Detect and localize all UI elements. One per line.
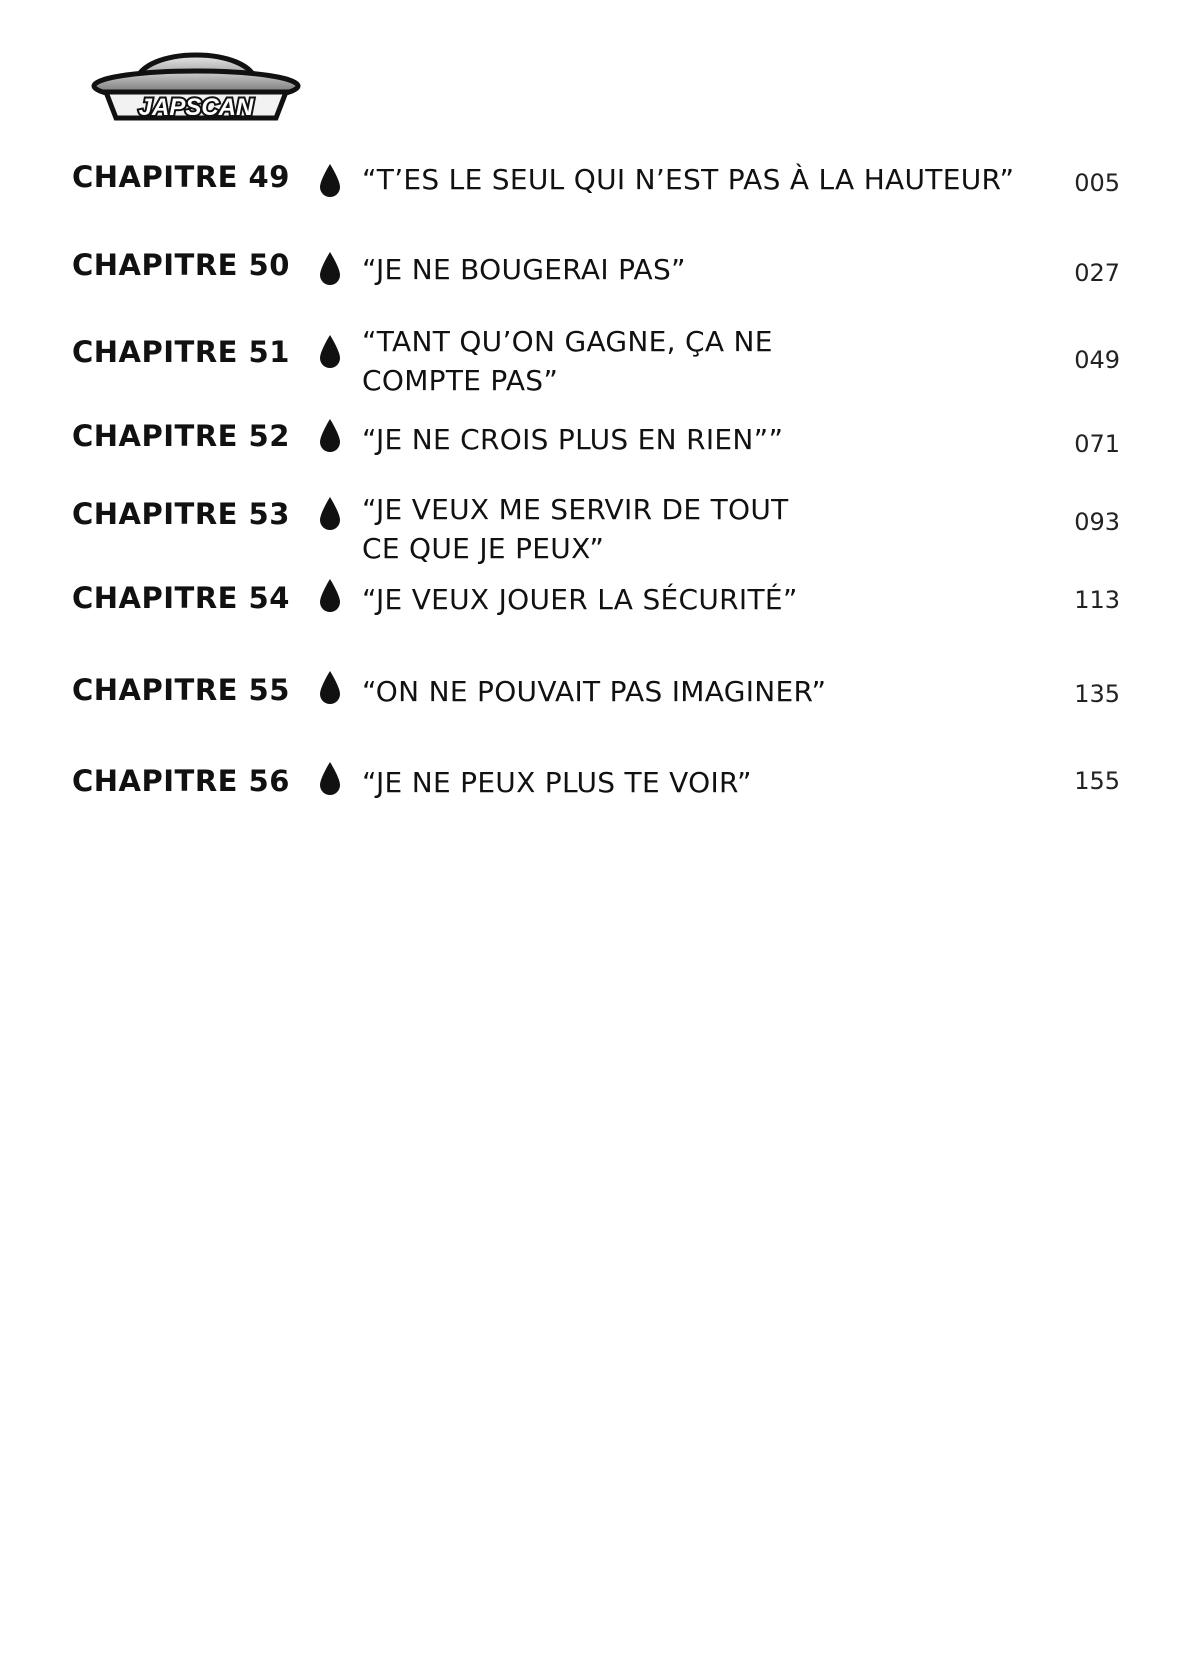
chapter-label: CHAPITRE 55 [72, 673, 290, 707]
drop-icon [318, 670, 342, 706]
chapter-title: “T’ES LE SEUL QUI N’EST PAS À LA HAUTEUR” [362, 163, 1015, 196]
drop-icon [318, 418, 342, 454]
page-number: 155 [1074, 767, 1120, 795]
chapter-title: “ON NE POUVAIT PAS IMAGINER” [362, 675, 827, 708]
logo-text: JAPSCAN [138, 94, 254, 121]
drop-icon [318, 578, 342, 614]
page-number: 071 [1074, 430, 1120, 458]
page-number: 093 [1074, 508, 1120, 536]
chapter-title: “TANT QU’ON GAGNE, ÇA NE COMPTE PAS” [362, 325, 773, 397]
drop-icon [318, 163, 342, 199]
drop-icon [318, 496, 342, 532]
chapter-label: CHAPITRE 56 [72, 764, 290, 798]
page-number: 049 [1074, 346, 1120, 374]
page-number: 113 [1074, 586, 1120, 614]
drop-icon [318, 761, 342, 797]
chapter-title: “JE NE CROIS PLUS EN RIEN”” [362, 423, 784, 456]
chapter-title: “JE VEUX JOUER LA SÉCURITÉ” [362, 583, 798, 616]
chapter-label: CHAPITRE 50 [72, 248, 290, 282]
chapter-title: “JE NE PEUX PLUS TE VOIR” [362, 766, 752, 799]
page-number: 027 [1074, 259, 1120, 287]
page-number: 135 [1074, 680, 1120, 708]
drop-icon [318, 251, 342, 287]
page-number: 005 [1074, 169, 1120, 197]
chapter-label: CHAPITRE 54 [72, 581, 290, 615]
chapter-label: CHAPITRE 53 [72, 497, 290, 531]
chapter-label: CHAPITRE 51 [72, 335, 290, 369]
chapter-label: CHAPITRE 49 [72, 160, 290, 194]
drop-icon [318, 334, 342, 370]
chapter-label: CHAPITRE 52 [72, 419, 290, 453]
chapter-title: “JE NE BOUGERAI PAS” [362, 253, 686, 286]
chapter-title: “JE VEUX ME SERVIR DE TOUT CE QUE JE PEUX” [362, 493, 789, 565]
